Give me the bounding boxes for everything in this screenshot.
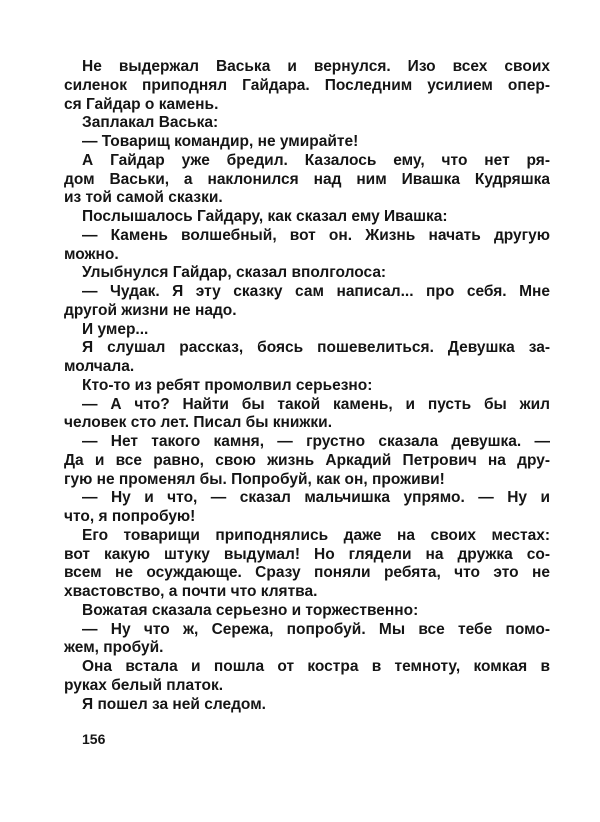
text-line: вот какую штуку выдумал! Но глядели на дружка со- <box>64 545 550 563</box>
text-line: Его товарищи приподнялись даже на своих местах: <box>82 526 550 544</box>
text-line: человек сто лет. Писал бы книжки. <box>64 414 333 432</box>
text-line: Послышалось Гайдару, как сказал ему Ивашка: <box>82 208 448 225</box>
text-line: можно. <box>64 245 119 263</box>
text-line: другой жизни не надо. <box>64 301 237 319</box>
text-line: из той самой сказки. <box>64 189 223 207</box>
text-line: что, я попробую! <box>64 508 196 525</box>
text-line: молчала. <box>64 358 135 375</box>
text-line: — Нет такого камня, — грустно сказала девушка. — <box>82 433 550 450</box>
text-line: — Товарищ командир, не умирайте! <box>82 133 359 150</box>
page-text <box>64 58 550 714</box>
text-line: руках белый платок. <box>64 676 224 694</box>
text-line: Заплакал Васька: <box>82 114 219 132</box>
text-line: Она встала и пошла от костра в темноту, комкая в <box>82 658 550 675</box>
text-line: ся Гайдар о камень. <box>64 95 219 113</box>
text-line: Да и все равно, свою жизнь Аркадий Петрович на дру- <box>64 451 550 469</box>
text-line: гую не променял бы. Попробуй, как он, проживи! <box>64 470 445 488</box>
text-line: А Гайдар уже бредил. Казалось ему, что нет ря- <box>82 151 550 169</box>
text-line: — Камень волшебный, вот он. Жизнь начать другую <box>82 226 550 244</box>
text-line: жем, пробуй. <box>64 639 164 657</box>
text-line: Не выдержал Васька и вернулся. Изо всех своих <box>82 58 550 75</box>
text-line: Я слушал рассказ, боясь пошевелиться. Девушка за- <box>82 339 550 357</box>
text-line: Улыбнулся Гайдар, сказал вполголоса: <box>82 264 387 282</box>
text-line: дом Васьки, а наклонился над ним Ивашка Кудряшка <box>64 170 550 188</box>
text-line: Я пошел за ней следом. <box>82 695 266 713</box>
text-line: — Ну и что, — сказал мальчишка упрямо. — Ну и <box>82 489 550 507</box>
text-line: Кто-то из ребят промолвил серьезно: <box>82 376 373 394</box>
text-line: Вожатая сказала серьезно и торжественно: <box>82 601 419 619</box>
text-line: всем не осуждающе. Сразу поняли ребята, что это не <box>64 564 550 582</box>
text-line: силенок приподнял Гайдара. Последним усилием опер- <box>64 76 550 94</box>
text-line: хвастовство, а почти что клятва. <box>64 583 318 600</box>
page-number: 156 <box>82 731 106 747</box>
text-line: И умер... <box>82 320 149 338</box>
text-line: — Чудак. Я эту сказку сам написал... про себя. Мне <box>82 283 550 300</box>
text-line: — Ну что ж, Сережа, попробуй. Мы все тебе помо- <box>82 620 550 638</box>
text-line: — А что? Найти бы такой камень, и пусть бы жил <box>82 395 550 413</box>
